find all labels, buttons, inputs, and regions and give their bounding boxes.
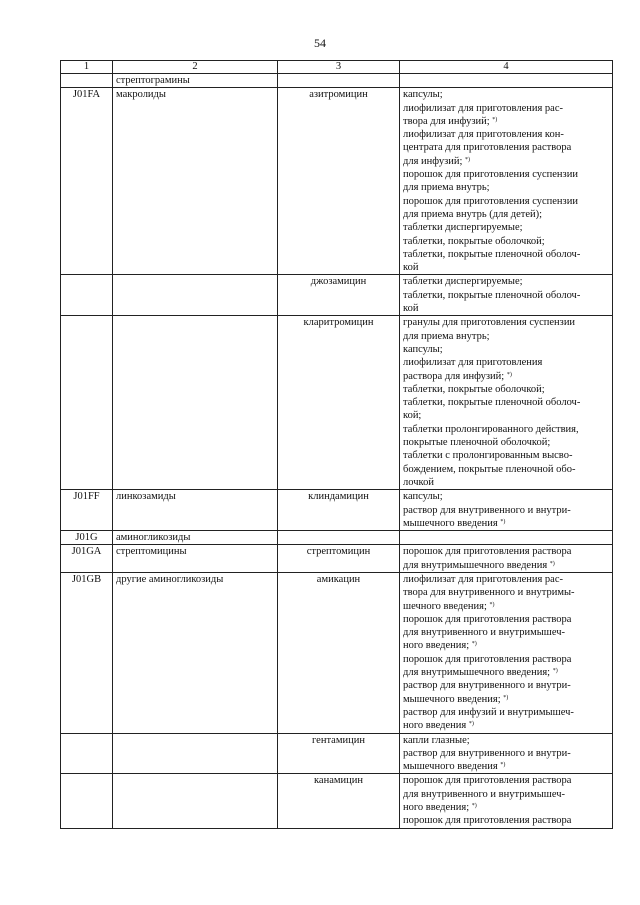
footnote-marker: *) [500, 518, 506, 525]
dosage-form-line: таблетки с пролонгированным высво- [403, 450, 573, 462]
dosage-form-line: центрата для приготовления раствора [403, 142, 572, 154]
drug-name-cell: азитромицин [278, 88, 400, 275]
drug-name-cell [278, 531, 400, 545]
table-row [61, 275, 613, 316]
drug-name-cell: клиндамицин [278, 490, 400, 531]
dosage-forms-cell [400, 545, 613, 573]
table-row [61, 531, 613, 545]
page-number: 54 [314, 36, 326, 50]
dosage-form-line: порошок для приготовления суспензии [403, 169, 578, 181]
atc-code-cell [61, 316, 113, 490]
group-name-cell [113, 275, 278, 316]
dosage-form-line: лиофилизат для приготовления кон- [403, 129, 564, 141]
table-row [61, 774, 613, 828]
dosage-form-line: кой [403, 262, 419, 274]
footnote-marker: *) [471, 641, 477, 648]
drug-name-cell: стрептомицин [278, 545, 400, 573]
dosage-form-line: лочкой [403, 476, 434, 488]
dosage-form-line: порошок для приготовления раствора [403, 775, 572, 787]
table-row [61, 490, 613, 531]
dosage-form-line: капсулы; [403, 491, 443, 503]
atc-code-cell: J01FF [61, 490, 113, 531]
drug-name-cell: гентамицин [278, 733, 400, 774]
footnote-marker: *) [489, 601, 495, 608]
atc-code-cell: J01GA [61, 545, 113, 573]
atc-code-cell: J01FA [61, 88, 113, 275]
header-row [61, 61, 613, 74]
dosage-form-line: мышечного введения; *) [403, 693, 509, 705]
group-name-cell [113, 316, 278, 490]
footnote-marker: *) [552, 668, 558, 675]
dosage-forms-cell [400, 531, 613, 545]
dosage-forms-cell [400, 316, 613, 490]
dosage-form-line: для внутримышечного введения; *) [403, 667, 558, 679]
group-name-cell: аминогликозиды [113, 531, 278, 545]
dosage-form-line: капсулы; [403, 343, 443, 355]
dosage-form-line: раствор для внутривенного и внутри- [403, 680, 571, 692]
column-header: 3 [278, 61, 400, 74]
dosage-form-line: таблетки, покрытые пленочной оболоч- [403, 289, 581, 301]
dosage-form-line: твора для внутривенного и внутримы- [403, 587, 575, 599]
dosage-form-line: бождением, покрытые пленочной обо- [403, 463, 576, 475]
dosage-form-line: порошок для приготовления раствора [403, 815, 572, 827]
footnote-marker: *) [465, 156, 470, 163]
footnote-marker: *) [549, 560, 555, 567]
group-name-cell [113, 774, 278, 828]
dosage-form-line: капли глазные; [403, 734, 470, 746]
dosage-form-line: кой; [403, 410, 422, 422]
dosage-form-line: для приема внутрь; [403, 182, 490, 194]
dosage-form-line: раствор для инфузий и внутримышеч- [403, 706, 574, 718]
dosage-form-line: таблетки диспергируемые; [403, 276, 523, 288]
drug-name-cell: канамицин [278, 774, 400, 828]
dosage-form-line: лиофилизат для приготовления рас- [403, 102, 564, 114]
dosage-form-line: лиофилизат для приготовления рас- [403, 573, 564, 585]
dosage-form-line: шечного введения; *) [403, 600, 495, 612]
dosage-form-line: гранулы для приготовления суспензии [403, 317, 576, 329]
dosage-form-line: таблетки, покрытые пленочной оболоч- [403, 248, 581, 260]
drug-name-cell [278, 74, 400, 88]
dosage-form-line: раствор для внутривенного и внутри- [403, 504, 571, 516]
drug-name-cell: амикацин [278, 572, 400, 733]
group-name-cell: стрептограмины [113, 74, 278, 88]
atc-code-cell [61, 733, 113, 774]
dosage-forms-cell [400, 490, 613, 531]
dosage-form-line: ного введения; *) [403, 640, 477, 652]
atc-code-cell [61, 774, 113, 828]
dosage-form-line: порошок для приготовления раствора [403, 613, 572, 625]
dosage-form-line: для инфузий; *) [403, 155, 470, 167]
dosage-forms-cell [400, 733, 613, 774]
dosage-form-line: порошок для приготовления суспензии [403, 195, 578, 207]
dosage-form-line: лиофилизат для приготовления [403, 357, 543, 369]
column-header: 2 [113, 61, 278, 74]
atc-code-cell: J01GB [61, 572, 113, 733]
dosage-form-line: порошок для приготовления раствора [403, 546, 572, 558]
group-name-cell: линкозамиды [113, 490, 278, 531]
footnote-marker: *) [503, 694, 509, 701]
dosage-form-line: кой [403, 303, 419, 315]
dosage-form-line: капсулы; [403, 89, 443, 101]
footnote-marker: *) [500, 762, 506, 769]
dosage-form-line: раствора для инфузий; *) [403, 370, 512, 382]
dosage-forms-cell [400, 74, 613, 88]
drug-name-cell: кларитромицин [278, 316, 400, 490]
column-header: 1 [61, 61, 113, 74]
table-row [61, 733, 613, 774]
table-row [61, 88, 613, 275]
drug-table [60, 60, 613, 829]
group-name-cell [113, 733, 278, 774]
dosage-form-line: твора для инфузий; *) [403, 115, 498, 127]
dosage-form-line: покрытые пленочной оболочкой; [403, 437, 551, 449]
dosage-form-line: таблетки, покрытые оболочкой; [403, 235, 545, 247]
dosage-forms-cell [400, 88, 613, 275]
group-name-cell: другие аминогликозиды [113, 572, 278, 733]
footnote-marker: *) [471, 803, 477, 810]
dosage-form-line: для внутримышечного введения *) [403, 559, 555, 571]
dosage-forms-cell [400, 572, 613, 733]
atc-code-cell [61, 74, 113, 88]
dosage-form-line: мышечного введения *) [403, 761, 506, 773]
dosage-form-line: раствор для внутривенного и внутри- [403, 747, 571, 759]
dosage-form-line: таблетки, покрытые пленочной оболоч- [403, 397, 581, 409]
group-name-cell: стрептомицины [113, 545, 278, 573]
table-body [61, 74, 613, 829]
dosage-forms-cell [400, 774, 613, 828]
dosage-form-line: для внутривенного и внутримышеч- [403, 788, 566, 800]
table-row [61, 316, 613, 490]
table-row [61, 545, 613, 573]
footnote-marker: *) [468, 721, 474, 728]
dosage-form-line: таблетки, покрытые оболочкой; [403, 383, 545, 395]
drug-name-cell: джозамицин [278, 275, 400, 316]
table-row [61, 572, 613, 733]
dosage-form-line: ного введения *) [403, 720, 474, 732]
dosage-form-line: ного введения; *) [403, 802, 477, 814]
dosage-form-line: таблетки пролонгированного действия, [403, 423, 579, 435]
dosage-form-line: для приема внутрь; [403, 330, 490, 342]
dosage-form-line: мышечного введения *) [403, 517, 506, 529]
footnote-marker: *) [506, 371, 512, 378]
dosage-form-line: для приема внутрь (для детей); [403, 208, 543, 220]
dosage-forms-cell [400, 275, 613, 316]
column-header: 4 [400, 61, 613, 74]
dosage-form-line: для внутривенного и внутримышеч- [403, 627, 566, 639]
group-name-cell: макролиды [113, 88, 278, 275]
atc-code-cell [61, 275, 113, 316]
atc-code-cell: J01G [61, 531, 113, 545]
table-row [61, 74, 613, 88]
footnote-marker: *) [492, 116, 498, 123]
dosage-form-line: порошок для приготовления раствора [403, 653, 572, 665]
dosage-form-line: таблетки диспергируемые; [403, 222, 523, 234]
